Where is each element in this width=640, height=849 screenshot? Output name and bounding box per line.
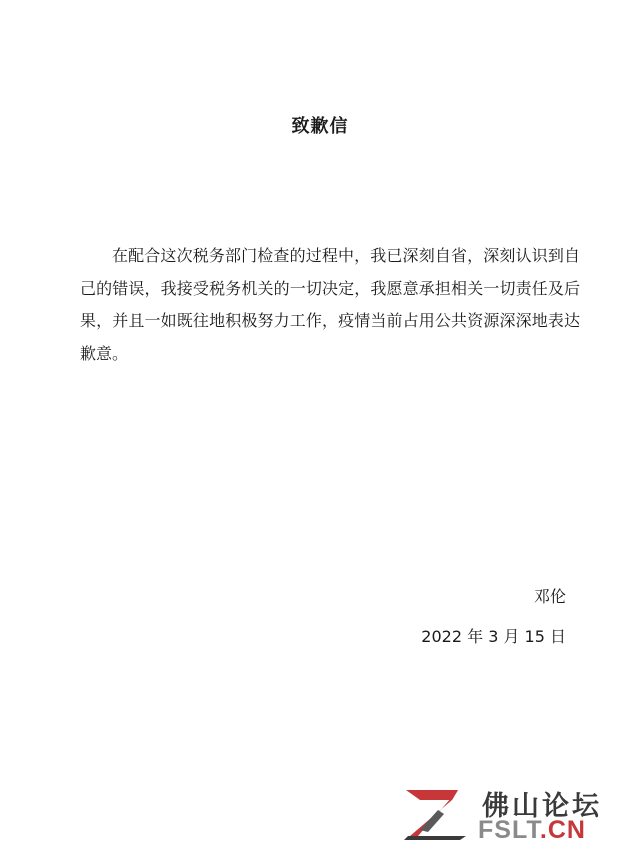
watermark-domain-tld: .CN bbox=[539, 816, 586, 844]
watermark-domain bbox=[478, 816, 586, 845]
watermark-domain-main: FSLT bbox=[478, 816, 540, 844]
z-logo-icon bbox=[398, 786, 468, 842]
letter-title: 致歉信 bbox=[291, 116, 349, 137]
watermark-site-name: 佛山论坛 bbox=[482, 791, 602, 822]
signature-date: 2022 年 3 月 15 日 bbox=[421, 627, 566, 646]
site-watermark bbox=[396, 784, 636, 846]
letter-body: 在配合这次税务部门检查的过程中，我已深刻自省，深刻认识到自己的错误，我接受税务机关的一切决定，我愿意承担相关一切责任及后果，并且一如既往地积极努力工作，疫情当前占用公共资源深深地表达歉意。 bbox=[80, 246, 580, 363]
signature-name: 邓伦 bbox=[533, 587, 566, 606]
